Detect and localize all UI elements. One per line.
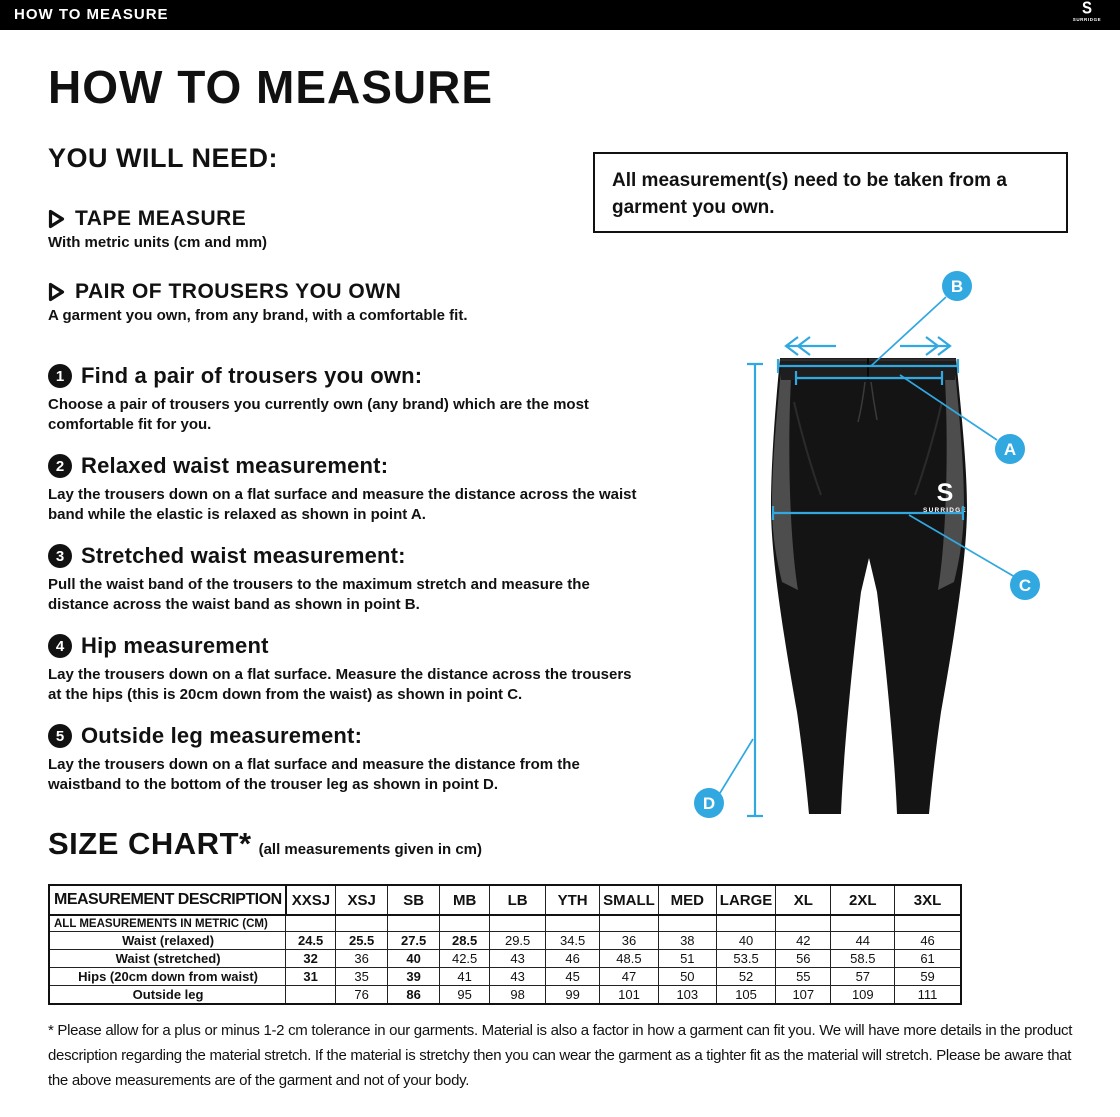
row-label-cell: Waist (stretched)	[49, 950, 286, 968]
table-header-cell: XXSJ	[286, 885, 336, 915]
brand-logo-text: SURRIDGE	[1072, 17, 1102, 22]
step-5	[48, 723, 668, 795]
value-cell	[600, 915, 659, 932]
surridge-s-icon: S	[1081, 0, 1092, 19]
size-chart-heading	[48, 826, 482, 862]
value-cell: 35	[336, 968, 388, 986]
value-cell	[388, 915, 440, 932]
value-cell: 50	[658, 968, 716, 986]
table-row	[49, 915, 961, 932]
callout-line-b	[871, 297, 946, 366]
value-cell: 51	[658, 950, 716, 968]
step-4	[48, 633, 668, 705]
value-cell: 48.5	[600, 950, 659, 968]
value-cell: 55	[776, 968, 831, 986]
step-number-badge: 5	[48, 724, 72, 748]
step-title: Relaxed waist measurement:	[81, 453, 389, 478]
note-box	[593, 152, 1068, 233]
value-cell: 40	[716, 932, 776, 950]
value-cell: 59	[895, 968, 961, 986]
value-cell: 44	[831, 932, 895, 950]
value-cell: 86	[388, 986, 440, 1005]
value-cell: 43	[490, 950, 546, 968]
step-body: Choose a pair of trousers you currently own (any brand) which are the most comfortable fit for you.	[48, 396, 589, 433]
point-label-b: B	[950, 277, 964, 296]
table-header-cell: XL	[776, 885, 831, 915]
garment-logo-text: SURRIDGE	[923, 507, 967, 514]
step-title: Stretched waist measurement:	[81, 543, 406, 568]
value-cell	[831, 915, 895, 932]
value-cell: 27.5	[388, 932, 440, 950]
value-cell: 29.5	[490, 932, 546, 950]
table-header-row	[49, 885, 961, 915]
size-chart-table	[48, 884, 962, 1005]
value-cell: 40	[388, 950, 440, 968]
point-label-c: C	[1018, 576, 1032, 595]
row-label-cell: Hips (20cm down from waist)	[49, 968, 286, 986]
triangle-bullet-icon	[48, 209, 65, 229]
need-item-label: PAIR OF TROUSERS YOU OWN	[75, 280, 402, 303]
value-cell	[658, 915, 716, 932]
value-cell: 61	[895, 950, 961, 968]
table-header-cell: YTH	[546, 885, 600, 915]
value-cell	[286, 915, 336, 932]
value-cell: 57	[831, 968, 895, 986]
triangle-bullet-icon	[48, 282, 65, 302]
table-header-cell: XSJ	[336, 885, 388, 915]
step-body: Lay the trousers down on a flat surface. Measure the distance across the trousers at the hips (this is 20cm down from the waist) as shown in point C.	[48, 666, 632, 703]
step-title: Find a pair of trousers you own:	[81, 363, 423, 388]
value-cell	[716, 915, 776, 932]
value-cell: 42	[776, 932, 831, 950]
value-cell: 25.5	[336, 932, 388, 950]
value-cell: 45	[546, 968, 600, 986]
page-title: HOW TO MEASURE	[48, 61, 494, 113]
point-label-a: A	[1003, 440, 1017, 459]
step-body: Lay the trousers down on a flat surface and measure the distance from the waistband to the bottom of the trouser leg as shown in point D.	[48, 756, 580, 793]
table-header-cell: MEASUREMENT DESCRIPTION	[49, 885, 286, 915]
value-cell: 111	[895, 986, 961, 1005]
table-row	[49, 932, 961, 950]
table-row	[49, 968, 961, 986]
top-bar-title: HOW TO MEASURE	[14, 6, 169, 23]
stretch-arrow-right	[900, 337, 950, 355]
step-title: Hip measurement	[81, 633, 269, 658]
value-cell: 52	[716, 968, 776, 986]
value-cell: 42.5	[440, 950, 490, 968]
step-number-badge: 1	[48, 364, 72, 388]
value-cell	[286, 986, 336, 1005]
value-cell: 43	[490, 968, 546, 986]
need-item-label: TAPE MEASURE	[75, 207, 247, 230]
point-label-d: D	[702, 794, 716, 813]
step-body: Lay the trousers down on a flat surface and measure the distance across the waist band while the elastic is relaxed as shown in point A.	[48, 486, 637, 523]
table-header-cell: SB	[388, 885, 440, 915]
value-cell: 32	[286, 950, 336, 968]
value-cell	[776, 915, 831, 932]
callout-line-d	[720, 739, 753, 793]
value-cell: 53.5	[716, 950, 776, 968]
table-row	[49, 950, 961, 968]
table-header-cell: LARGE	[716, 885, 776, 915]
value-cell: 56	[776, 950, 831, 968]
value-cell: 41	[440, 968, 490, 986]
top-bar	[0, 0, 1120, 30]
brand-logo	[1070, 1, 1104, 23]
stretch-arrow-left	[786, 337, 836, 355]
value-cell: 38	[658, 932, 716, 950]
step-1	[48, 363, 668, 435]
value-cell	[440, 915, 490, 932]
size-chart-title: SIZE CHART*	[48, 826, 252, 861]
you-will-need-heading: YOU WILL NEED:	[48, 143, 279, 173]
table-header-cell: LB	[490, 885, 546, 915]
measure-line-outside-leg	[747, 364, 763, 816]
garment-logo-s-icon: S	[936, 479, 954, 507]
value-cell: 109	[831, 986, 895, 1005]
step-3	[48, 543, 668, 615]
value-cell: 36	[336, 950, 388, 968]
value-cell: 76	[336, 986, 388, 1005]
step-title: Outside leg measurement:	[81, 723, 363, 748]
table-header-cell: MED	[658, 885, 716, 915]
value-cell: 24.5	[286, 932, 336, 950]
value-cell: 28.5	[440, 932, 490, 950]
row-label-cell: Outside leg	[49, 986, 286, 1005]
value-cell: 58.5	[831, 950, 895, 968]
value-cell: 34.5	[546, 932, 600, 950]
footnote-text: * Please allow for a plus or minus 1-2 cm tolerance in our garments. Material is also a factor in how a garment can fit you. We will have more details in the product description regarding the material stretch. If the material is stretchy then you can wear the garment as a tighter fit as the material will stretch. Please be aware that the above measurements are of the garment and not of your body.	[48, 1022, 1073, 1089]
table-header-cell: SMALL	[600, 885, 659, 915]
table-header-cell: 3XL	[895, 885, 961, 915]
need-item-trousers	[48, 280, 467, 324]
value-cell: 107	[776, 986, 831, 1005]
table-header-cell: MB	[440, 885, 490, 915]
value-cell: 46	[546, 950, 600, 968]
table-header-cell: 2XL	[831, 885, 895, 915]
size-chart-subtitle: (all measurements given in cm)	[258, 841, 482, 858]
value-cell	[490, 915, 546, 932]
need-item-note: With metric units (cm and mm)	[48, 234, 268, 251]
need-item-note: A garment you own, from any brand, with a comfortable fit.	[48, 307, 468, 324]
value-cell: 101	[600, 986, 659, 1005]
row-label-cell: ALL MEASUREMENTS IN METRIC (CM)	[49, 915, 286, 932]
value-cell: 105	[716, 986, 776, 1005]
value-cell: 46	[895, 932, 961, 950]
trousers-illustration	[690, 260, 1120, 845]
value-cell: 47	[600, 968, 659, 986]
measurement-diagram	[690, 260, 1120, 845]
value-cell: 31	[286, 968, 336, 986]
value-cell	[336, 915, 388, 932]
value-cell	[895, 915, 961, 932]
step-number-badge: 4	[48, 634, 72, 658]
step-number-badge: 3	[48, 544, 72, 568]
row-label-cell: Waist (relaxed)	[49, 932, 286, 950]
value-cell: 39	[388, 968, 440, 986]
value-cell: 99	[546, 986, 600, 1005]
need-item-tape-measure	[48, 207, 267, 251]
step-2	[48, 453, 668, 525]
table-row	[49, 986, 961, 1005]
value-cell: 98	[490, 986, 546, 1005]
note-box-text: All measurement(s) need to be taken from a garment you own.	[612, 170, 1007, 218]
value-cell: 103	[658, 986, 716, 1005]
step-number-badge: 2	[48, 454, 72, 478]
value-cell	[546, 915, 600, 932]
step-body: Pull the waist band of the trousers to the maximum stretch and measure the distance across the waist band as shown in point B.	[48, 576, 590, 613]
value-cell: 95	[440, 986, 490, 1005]
value-cell: 36	[600, 932, 659, 950]
